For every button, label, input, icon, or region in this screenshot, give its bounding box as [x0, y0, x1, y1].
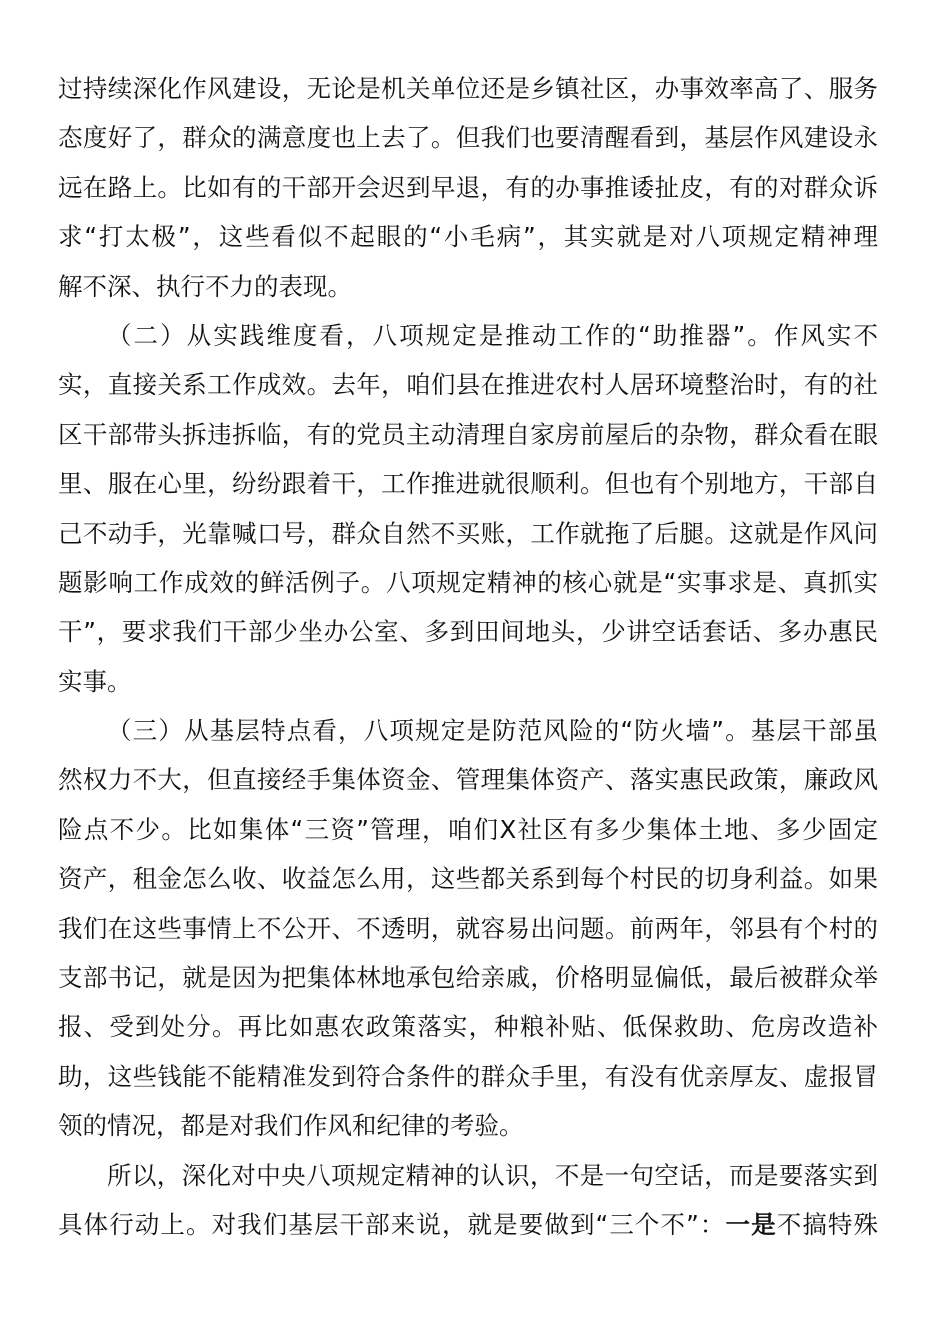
text-line: 支部书记，就是因为把集体林地承包给亲戚，价格明显偏低，最后被群众举: [58, 963, 878, 993]
last-line-tail: 不搞特殊: [776, 1209, 879, 1239]
text-line: 实，直接关系工作成效。去年，咱们县在推进农村人居环境整治时，有的社: [58, 370, 878, 400]
text-line: 资产，租金怎么收、收益怎么用，这些都关系到每个村民的切身利益。如果: [58, 864, 878, 894]
last-line-text: 具体行动上。对我们基层干部来说，就是要做到“三个不”：: [58, 1209, 726, 1239]
text-line: 过持续深化作风建设，无论是机关单位还是乡镇社区，办事效率高了、服务: [58, 74, 878, 103]
text-line: 己不动手，光靠喊口号，群众自然不买账，工作就拖了后腿。这就是作风问: [58, 518, 878, 548]
section-heading-line: （二）从实践维度看，八项规定是推动工作的“助推器”。作风实不: [107, 320, 878, 350]
text-line: 助，这些钱能不能精准发到符合条件的群众手里，有没有优亲厚友、虚报冒: [58, 1061, 878, 1091]
text-line: 干”，要求我们干部少坐办公室、多到田间地头，少讲空话套话、多办惠民: [58, 617, 878, 647]
text-line: 求“打太极”，这些看似不起眼的“小毛病”，其实就是对八项规定精神理: [58, 222, 878, 252]
text-line: 区干部带头拆违拆临，有的党员主动清理自家房前屋后的杂物，群众看在眼: [58, 419, 878, 449]
text-line: 解不深、执行不力的表现。: [58, 271, 352, 301]
bold-emphasis: 一是: [725, 1209, 777, 1239]
text-line: 险点不少。比如集体“三资”管理，咱们X社区有多少集体土地、多少固定: [58, 814, 878, 844]
text-line: 报、受到处分。再比如惠农政策落实，种粮补贴、低保救助、危房改造补: [58, 1012, 878, 1042]
text-line: 态度好了，群众的满意度也上去了。但我们也要清醒看到，基层作风建设永: [58, 123, 878, 153]
document-body: [58, 64, 878, 1249]
text-line: 我们在这些事情上不公开、不透明，就容易出问题。前两年，邻县有个村的: [58, 913, 878, 943]
last-text-line: [58, 1200, 878, 1249]
text-line: 领的情况，都是对我们作风和纪律的考验。: [58, 1111, 524, 1141]
text-line: 然权力不大，但直接经手集体资金、管理集体资产、落实惠民政策，廉政风: [58, 765, 878, 795]
text-line: 题影响工作成效的鲜活例子。八项规定精神的核心就是“实事求是、真抓实: [58, 567, 878, 597]
paragraph-start-line: 所以，深化对中央八项规定精神的认识，不是一句空话，而是要落实到: [107, 1160, 878, 1190]
section-heading-line: （三）从基层特点看，八项规定是防范风险的“防火墙”。基层干部虽: [107, 716, 878, 746]
text-line: 远在路上。比如有的干部开会迟到早退，有的办事推诿扯皮，有的对群众诉: [58, 172, 878, 202]
text-line: 里、服在心里，纷纷跟着干，工作推进就很顺利。但也有个别地方，干部自: [58, 469, 878, 499]
text-line: 实事。: [58, 666, 132, 696]
